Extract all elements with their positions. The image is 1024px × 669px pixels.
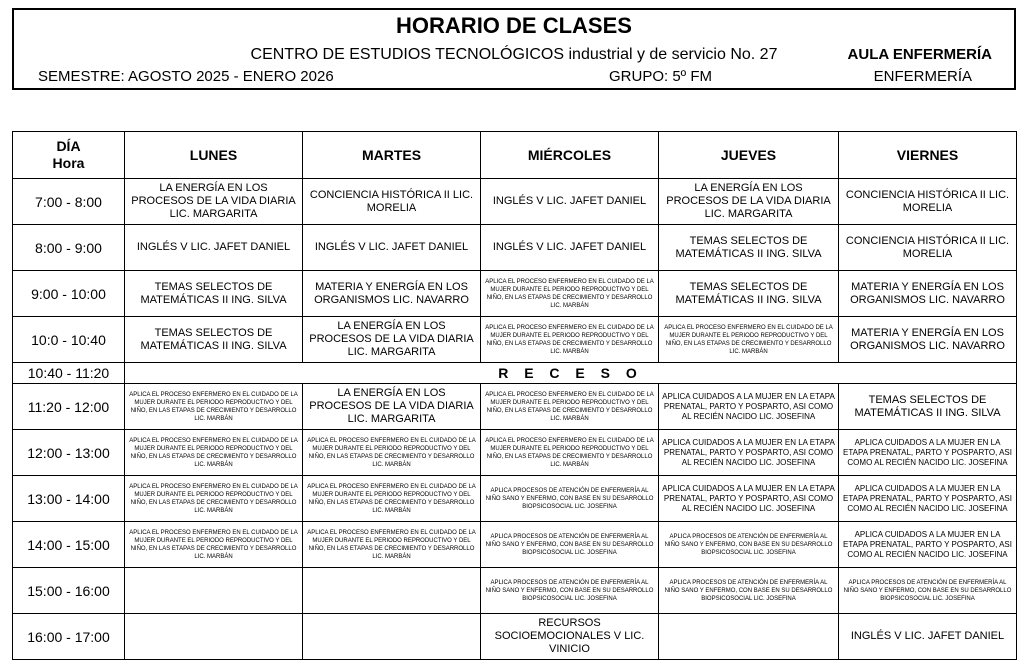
class-cell: APLICA CUIDADOS A LA MUJER EN LA ETAPA PRENATAL, PARTO Y POSPARTO, ASI COMO AL RECIÉN NACIDO LIC. JOSEFINA: [659, 476, 839, 522]
time-slot: 10:40 - 11:20: [13, 363, 125, 384]
class-cell: APLICA EL PROCESO ENFERMERO EN EL CUIDADO DE LA MUJER DURANTE EL PERIODO REPRODUCTIVO Y DEL NIÑO, EN LAS ETAPAS DE CRECIMIENTO Y DESARROLLO LIC. MARBÁN: [481, 430, 659, 476]
table-row: [13, 271, 1017, 317]
class-cell: APLICA PROCESOS DE ATENCIÓN DE ENFERMERÍA AL NIÑO SANO Y ENFERMO, CON BASE EN SU DESARROLLO BIOPSICOSOCIAL LIC. JOSEFINA: [659, 522, 839, 568]
class-cell: LA ENERGÍA EN LOS PROCESOS DE LA VIDA DIARIA LIC. MARGARITA: [303, 384, 481, 430]
day-header: MIÉRCOLES: [481, 132, 659, 179]
class-cell: APLICA PROCESOS DE ATENCIÓN DE ENFERMERÍA AL NIÑO SANO Y ENFERMO, CON BASE EN SU DESARROLLO BIOPSICOSOCIAL LIC. JOSEFINA: [481, 522, 659, 568]
class-cell: MATERIA Y ENERGÍA EN LOS ORGANISMOS LIC. NAVARRO: [839, 271, 1017, 317]
table-row: [13, 430, 1017, 476]
class-cell: APLICA CUIDADOS A LA MUJER EN LA ETAPA PRENATAL, PARTO Y POSPARTO, ASI COMO AL RECIÉN NACIDO LIC. JOSEFINA: [659, 384, 839, 430]
time-slot: 9:00 - 10:00: [13, 271, 125, 317]
empty-cell: [303, 614, 481, 660]
table-row: [13, 384, 1017, 430]
table-row: [13, 317, 1017, 363]
class-cell: TEMAS SELECTOS DE MATEMÁTICAS II ING. SILVA: [839, 384, 1017, 430]
class-cell: INGLÉS V LIC. JAFET DANIEL: [125, 225, 303, 271]
class-cell: APLICA EL PROCESO ENFERMERO EN EL CUIDADO DE LA MUJER DURANTE EL PERIODO REPRODUCTIVO Y DEL NIÑO, EN LAS ETAPAS DE CRECIMIENTO Y DESARROLLO LIC. MARBÁN: [659, 317, 839, 363]
semester-label: SEMESTRE: AGOSTO 2025 - ENERO 2026: [38, 68, 334, 85]
class-cell: APLICA PROCESOS DE ATENCIÓN DE ENFERMERÍA AL NIÑO SANO Y ENFERMO, CON BASE EN SU DESARROLLO BIOPSICOSOCIAL LIC. JOSEFINA: [839, 568, 1017, 614]
class-cell: APLICA EL PROCESO ENFERMERO EN EL CUIDADO DE LA MUJER DURANTE EL PERIODO REPRODUCTIVO Y DEL NIÑO, EN LAS ETAPAS DE CRECIMIENTO Y DESARROLLO LIC. MARBÁN: [303, 476, 481, 522]
empty-cell: [125, 614, 303, 660]
class-cell: MATERIA Y ENERGÍA EN LOS ORGANISMOS LIC. NAVARRO: [303, 271, 481, 317]
day-header: MARTES: [303, 132, 481, 179]
class-cell: APLICA EL PROCESO ENFERMERO EN EL CUIDADO DE LA MUJER DURANTE EL PERIODO REPRODUCTIVO Y DEL NIÑO, EN LAS ETAPAS DE CRECIMIENTO Y DESARROLLO LIC. MARBÁN: [481, 317, 659, 363]
class-cell: APLICA PROCESOS DE ATENCIÓN DE ENFERMERÍA AL NIÑO SANO Y ENFERMO, CON BASE EN SU DESARROLLO BIOPSICOSOCIAL LIC. JOSEFINA: [481, 476, 659, 522]
time-slot: 15:00 - 16:00: [13, 568, 125, 614]
time-slot: 8:00 - 9:00: [13, 225, 125, 271]
class-cell: TEMAS SELECTOS DE MATEMÁTICAS II ING. SILVA: [659, 225, 839, 271]
day-header: LUNES: [125, 132, 303, 179]
time-slot: 16:00 - 17:00: [13, 614, 125, 660]
table-row: [13, 225, 1017, 271]
class-cell: APLICA CUIDADOS A LA MUJER EN LA ETAPA PRENATAL, PARTO Y POSPARTO, ASI COMO AL RECIÉN NACIDO LIC. JOSEFINA: [839, 476, 1017, 522]
class-cell: APLICA EL PROCESO ENFERMERO EN EL CUIDADO DE LA MUJER DURANTE EL PERIODO REPRODUCTIVO Y DEL NIÑO, EN LAS ETAPAS DE CRECIMIENTO Y DESARROLLO LIC. MARBÁN: [125, 476, 303, 522]
class-cell: APLICA EL PROCESO ENFERMERO EN EL CUIDADO DE LA MUJER DURANTE EL PERIODO REPRODUCTIVO Y DEL NIÑO, EN LAS ETAPAS DE CRECIMIENTO Y DESARROLLO LIC. MARBÁN: [125, 522, 303, 568]
time-slot: 14:00 - 15:00: [13, 522, 125, 568]
table-row: [13, 614, 1017, 660]
table-row: [13, 476, 1017, 522]
class-cell: TEMAS SELECTOS DE MATEMÁTICAS II ING. SILVA: [659, 271, 839, 317]
class-cell: INGLÉS V LIC. JAFET DANIEL: [839, 614, 1017, 660]
class-cell: APLICA PROCESOS DE ATENCIÓN DE ENFERMERÍA AL NIÑO SANO Y ENFERMO, CON BASE EN SU DESARROLLO BIOPSICOSOCIAL LIC. JOSEFINA: [481, 568, 659, 614]
empty-cell: [659, 614, 839, 660]
class-cell: INGLÉS V LIC. JAFET DANIEL: [481, 225, 659, 271]
hour-label: Hora: [52, 155, 85, 171]
classroom-label: AULA ENFERMERÍA: [847, 46, 992, 63]
time-slot: 7:00 - 8:00: [13, 179, 125, 225]
class-cell: TEMAS SELECTOS DE MATEMÁTICAS II ING. SILVA: [125, 317, 303, 363]
time-slot: 12:00 - 13:00: [13, 430, 125, 476]
time-slot: 13:00 - 14:00: [13, 476, 125, 522]
table-header-row: [13, 132, 1017, 179]
class-cell: APLICA EL PROCESO ENFERMERO EN EL CUIDADO DE LA MUJER DURANTE EL PERIODO REPRODUCTIVO Y DEL NIÑO, EN LAS ETAPAS DE CRECIMIENTO Y DESARROLLO LIC. MARBÁN: [481, 271, 659, 317]
table-row: [13, 522, 1017, 568]
class-cell: APLICA CUIDADOS A LA MUJER EN LA ETAPA PRENATAL, PARTO Y POSPARTO, ASI COMO AL RECIÉN NACIDO LIC. JOSEFINA: [659, 430, 839, 476]
class-cell: APLICA EL PROCESO ENFERMERO EN EL CUIDADO DE LA MUJER DURANTE EL PERIODO REPRODUCTIVO Y DEL NIÑO, EN LAS ETAPAS DE CRECIMIENTO Y DESARROLLO LIC. MARBÁN: [481, 384, 659, 430]
time-slot: 10:0 - 10:40: [13, 317, 125, 363]
class-cell: APLICA EL PROCESO ENFERMERO EN EL CUIDADO DE LA MUJER DURANTE EL PERIODO REPRODUCTIVO Y DEL NIÑO, EN LAS ETAPAS DE CRECIMIENTO Y DESARROLLO LIC. MARBÁN: [125, 430, 303, 476]
class-cell: LA ENERGÍA EN LOS PROCESOS DE LA VIDA DIARIA LIC. MARGARITA: [125, 179, 303, 225]
class-cell: MATERIA Y ENERGÍA EN LOS ORGANISMOS LIC. NAVARRO: [839, 317, 1017, 363]
empty-cell: [125, 568, 303, 614]
school-name: CENTRO DE ESTUDIOS TECNOLÓGICOS industrial y de servicio No. 27: [250, 46, 778, 63]
class-cell: RECURSOS SOCIOEMOCIONALES V LIC. VINICIO: [481, 614, 659, 660]
class-cell: APLICA CUIDADOS A LA MUJER EN LA ETAPA PRENATAL, PARTO Y POSPARTO, ASI COMO AL RECIÉN NACIDO LIC. JOSEFINA: [839, 430, 1017, 476]
class-cell: APLICA EL PROCESO ENFERMERO EN EL CUIDADO DE LA MUJER DURANTE EL PERIODO REPRODUCTIVO Y DEL NIÑO, EN LAS ETAPAS DE CRECIMIENTO Y DESARROLLO LIC. MARBÁN: [303, 522, 481, 568]
class-cell: CONCIENCIA HISTÓRICA II LIC. MORELIA: [839, 225, 1017, 271]
day-label: DÍA: [56, 138, 81, 154]
day-header: JUEVES: [659, 132, 839, 179]
day-header: VIERNES: [839, 132, 1017, 179]
class-cell: CONCIENCIA HISTÓRICA II LIC. MORELIA: [839, 179, 1017, 225]
class-cell: INGLÉS V LIC. JAFET DANIEL: [481, 179, 659, 225]
corner-header: [13, 132, 125, 179]
recess-row: [13, 363, 1017, 384]
group-label: GRUPO: 5º FM: [609, 68, 712, 85]
recess-cell: R E C E S O: [125, 363, 1017, 384]
schedule-table: [12, 131, 1017, 660]
class-cell: LA ENERGÍA EN LOS PROCESOS DE LA VIDA DIARIA LIC. MARGARITA: [303, 317, 481, 363]
class-cell: APLICA EL PROCESO ENFERMERO EN EL CUIDADO DE LA MUJER DURANTE EL PERIODO REPRODUCTIVO Y DEL NIÑO, EN LAS ETAPAS DE CRECIMIENTO Y DESARROLLO LIC. MARBÁN: [125, 384, 303, 430]
table-row: [13, 568, 1017, 614]
class-cell: APLICA EL PROCESO ENFERMERO EN EL CUIDADO DE LA MUJER DURANTE EL PERIODO REPRODUCTIVO Y DEL NIÑO, EN LAS ETAPAS DE CRECIMIENTO Y DESARROLLO LIC. MARBÁN: [303, 430, 481, 476]
class-cell: APLICA CUIDADOS A LA MUJER EN LA ETAPA PRENATAL, PARTO Y POSPARTO, ASI COMO AL RECIÉN NACIDO LIC. JOSEFINA: [839, 522, 1017, 568]
page-title: HORARIO DE CLASES: [396, 13, 632, 38]
specialty-label: ENFERMERÍA: [873, 68, 972, 85]
class-cell: CONCIENCIA HISTÓRICA II LIC. MORELIA: [303, 179, 481, 225]
schedule-header: [12, 8, 1016, 90]
table-row: [13, 179, 1017, 225]
class-cell: TEMAS SELECTOS DE MATEMÁTICAS II ING. SILVA: [125, 271, 303, 317]
class-cell: LA ENERGÍA EN LOS PROCESOS DE LA VIDA DIARIA LIC. MARGARITA: [659, 179, 839, 225]
empty-cell: [303, 568, 481, 614]
class-cell: INGLÉS V LIC. JAFET DANIEL: [303, 225, 481, 271]
time-slot: 11:20 - 12:00: [13, 384, 125, 430]
class-cell: APLICA PROCESOS DE ATENCIÓN DE ENFERMERÍA AL NIÑO SANO Y ENFERMO, CON BASE EN SU DESARROLLO BIOPSICOSOCIAL LIC. JOSEFINA: [659, 568, 839, 614]
